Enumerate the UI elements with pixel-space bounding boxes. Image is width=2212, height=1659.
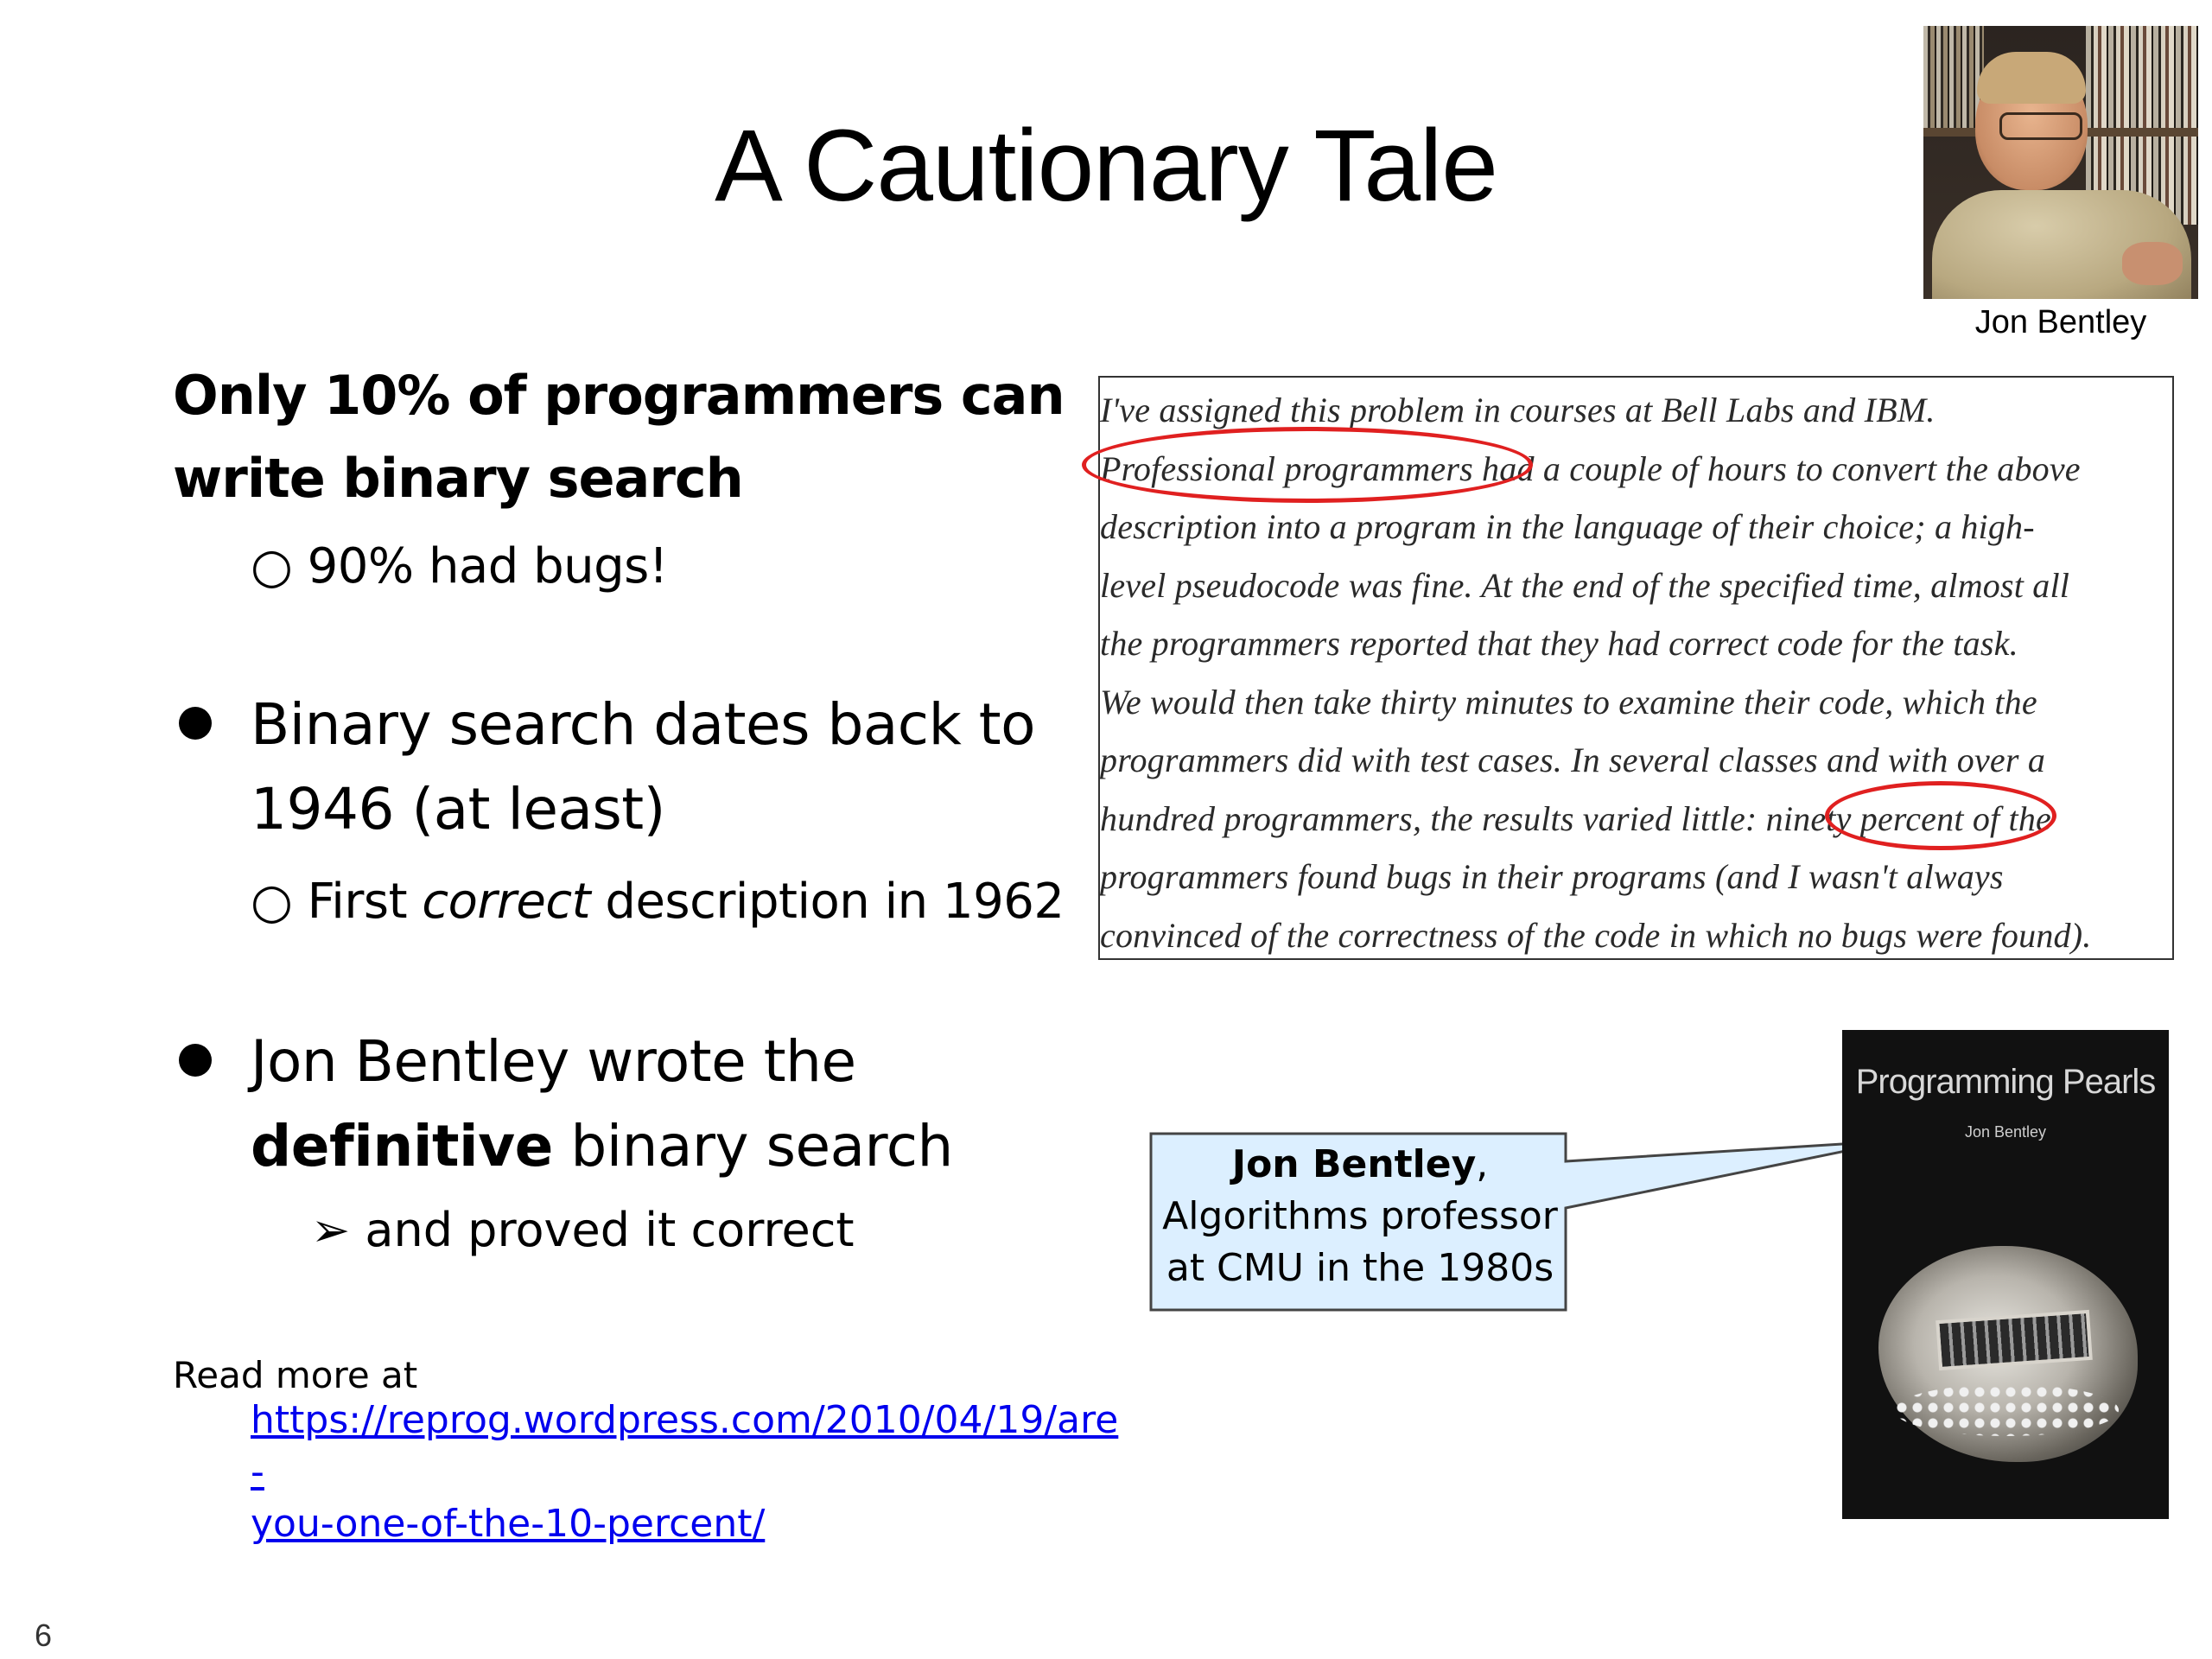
reprog-article-link[interactable] xyxy=(251,1395,1132,1550)
quote-line: convinced of the correctness of the code in which no bugs were found). xyxy=(1100,915,2092,955)
quote-line: level pseudocode was fine. At the end of the specified time, almost all xyxy=(1100,565,2070,605)
callout-line-2: Algorithms professor xyxy=(1162,1194,1558,1238)
link-line-2[interactable]: you-one-of-the-10-percent/ xyxy=(251,1502,766,1546)
photo-caption: Jon Bentley xyxy=(1974,304,2147,340)
keyboard-image xyxy=(1936,1310,2093,1370)
callout-name-line: Jon Bentley, xyxy=(1231,1142,1489,1186)
bullet-line-1: Jon Bentley wrote the xyxy=(251,1028,856,1095)
jon-bentley-photo xyxy=(1923,26,2198,299)
sub-bullet-text: 90% had bugs! xyxy=(307,538,668,594)
quote-line: I've assigned this problem in courses at Bell Labs and IBM. xyxy=(1100,391,1936,429)
programming-pearls-book-cover xyxy=(1842,1030,2169,1519)
lead-statement xyxy=(173,354,1089,520)
sub-text-after: description in 1962 xyxy=(590,874,1065,930)
hollow-circle-bullet-icon: ○ xyxy=(251,538,308,594)
quote-line: Professional programmers had a couple of hours to convert the above xyxy=(1100,448,2081,488)
sub-bullet-proved-correct xyxy=(311,1203,855,1257)
hollow-circle-bullet-icon: ○ xyxy=(251,874,308,930)
bullet-dot-icon xyxy=(179,1044,212,1077)
read-more-label: Read more at xyxy=(173,1354,418,1396)
quote-line: hundred programmers, the results varied little: ninety percent of the xyxy=(1100,798,2052,838)
quote-line: the programmers reported that they had correct code for the task. xyxy=(1100,624,2018,663)
bullet-bentley-definitive xyxy=(251,1020,1115,1189)
sub-bullet-bugs xyxy=(251,537,668,595)
page-number: 6 xyxy=(35,1618,53,1653)
bullet-line-2 xyxy=(251,1104,1115,1189)
bold-definitive: definitive xyxy=(251,1113,553,1179)
quote-line: We would then take thirty minutes to examine their code, which the xyxy=(1100,682,2037,721)
book-author: Jon Bentley xyxy=(1964,1123,2047,1141)
arrowhead-bullet-icon: ➢ xyxy=(311,1203,365,1257)
slide-title: A Cautionary Tale xyxy=(715,109,1497,223)
sub-text-emphasis: correct xyxy=(422,874,591,930)
lead-line-2: write binary search xyxy=(173,447,743,510)
book-title: Programming Pearls xyxy=(1855,1063,2156,1101)
callout-line-3: at CMU in the 1980s xyxy=(1166,1246,1554,1290)
bullet-binary-search-history xyxy=(251,683,1115,852)
pearls-image xyxy=(1894,1384,2119,1436)
lead-line-1: Only 10% of programmers can xyxy=(173,364,1065,427)
callout-name: Jon Bentley xyxy=(1231,1142,1477,1186)
callout-text xyxy=(1151,1139,1569,1294)
bullet-line-2-rest: binary search xyxy=(552,1113,953,1179)
bullet-line-2: 1946 (at least) xyxy=(251,776,665,842)
quote-line: description into a program in the language of their choice; a high- xyxy=(1100,507,2035,546)
bullet-line-1: Binary search dates back to xyxy=(251,691,1036,758)
quote-line: programmers found bugs in their programs (and I wasn't always xyxy=(1100,857,2004,896)
bullet-dot-icon xyxy=(179,707,212,740)
link-line-1[interactable]: https://reprog.wordpress.com/2010/04/19/are- xyxy=(251,1398,1119,1494)
highlight-circle-ninety-percent xyxy=(1825,781,2056,850)
quote-line: programmers did with test cases. In several classes and with over a xyxy=(1100,741,2046,779)
sub-text-before: First xyxy=(307,874,423,930)
sub-bullet-text: and proved it correct xyxy=(365,1203,855,1257)
sub-bullet-first-correct xyxy=(251,873,1064,931)
highlight-circle-professional-programmers xyxy=(1082,427,1533,503)
